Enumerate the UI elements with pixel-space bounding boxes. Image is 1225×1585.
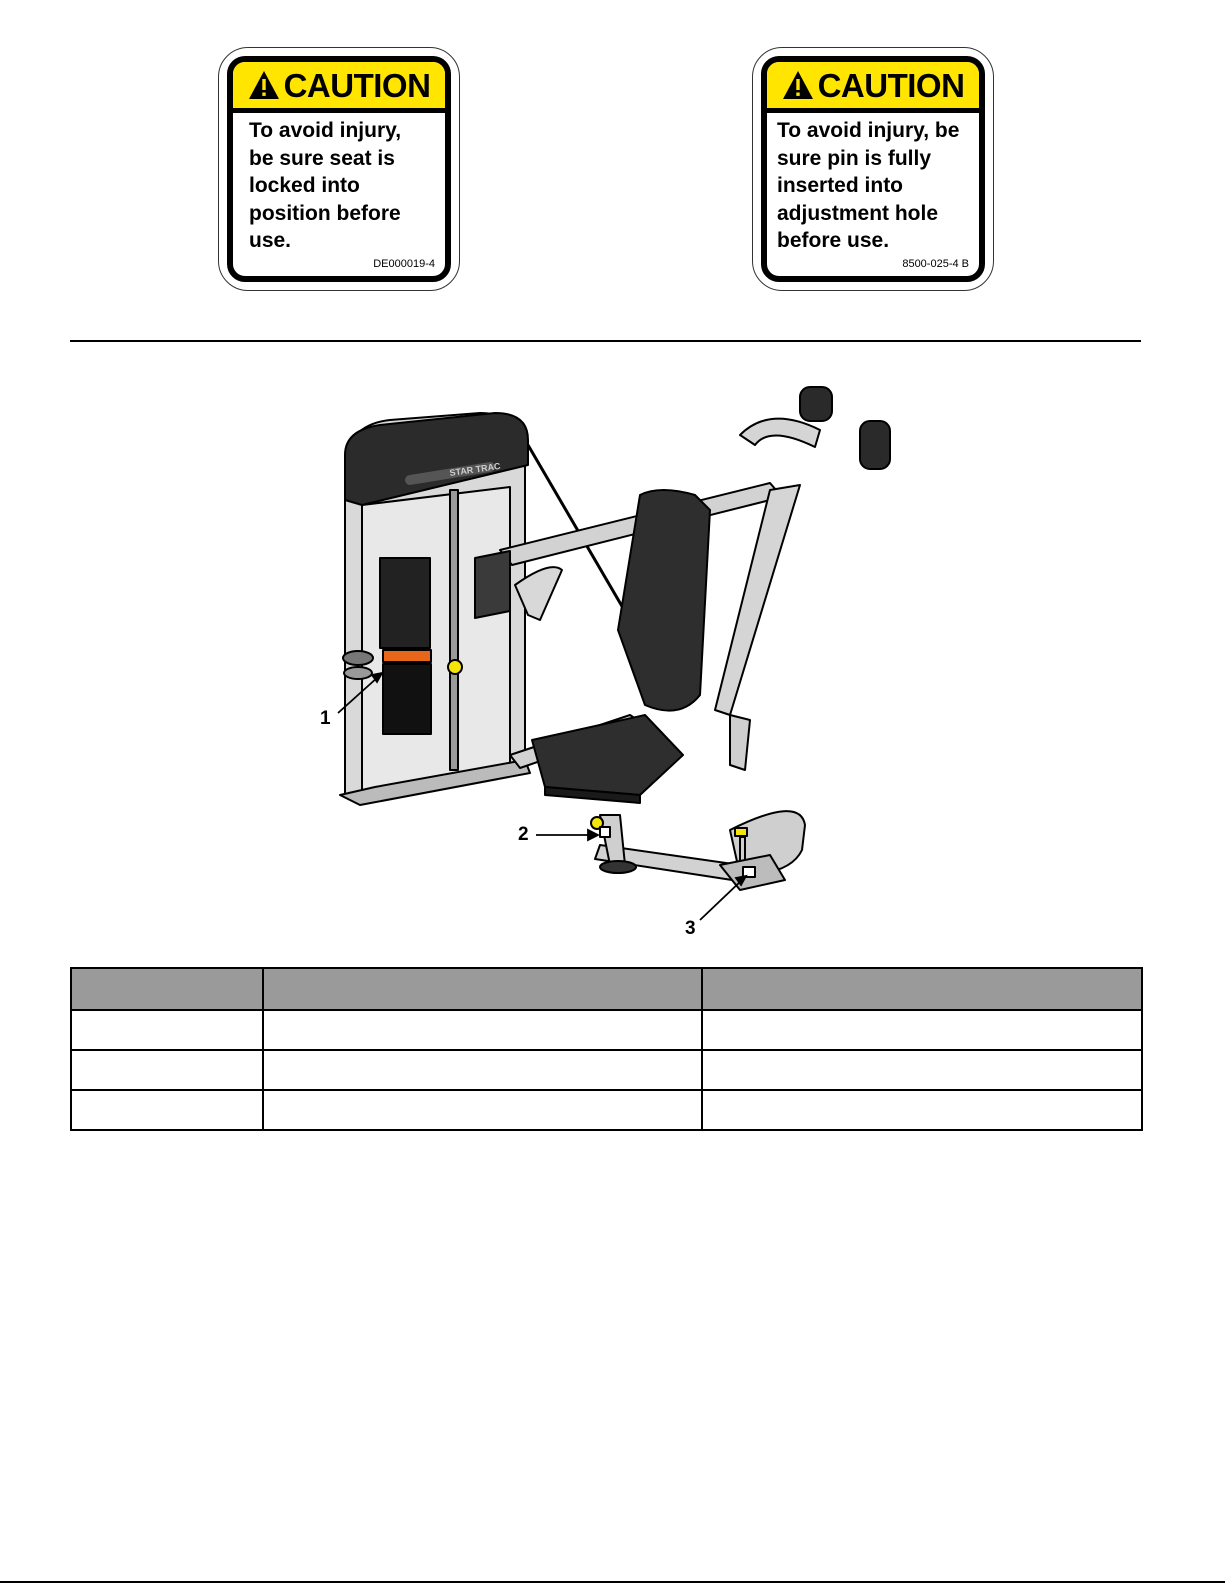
warning-triangle-icon — [782, 70, 814, 100]
caution-line: use. — [249, 229, 292, 252]
table-header-cell — [71, 968, 263, 1010]
table-cell — [263, 1090, 702, 1130]
caution-line: adjustment hole — [777, 201, 939, 225]
label-part-number: DE000019-4 — [373, 258, 435, 270]
label-legend-table — [70, 967, 1143, 1131]
table-row — [71, 1050, 1142, 1090]
caution-label-frame — [227, 56, 451, 282]
table-cell — [71, 1010, 263, 1050]
table-cell — [263, 1050, 702, 1090]
caution-line: before use. — [777, 229, 890, 252]
callout-3: 3 — [685, 918, 696, 939]
table-cell — [263, 1010, 702, 1050]
caution-header — [233, 62, 445, 113]
table-cell — [71, 1050, 263, 1090]
caution-line: To avoid injury, be — [777, 119, 960, 142]
table-header-cell — [702, 968, 1142, 1010]
table-header-cell — [263, 968, 702, 1010]
table-header-row — [71, 968, 1142, 1010]
caution-message — [233, 113, 445, 255]
table-cell — [702, 1050, 1142, 1090]
caution-message — [767, 113, 979, 255]
table-row — [71, 1090, 1142, 1130]
table-cell — [702, 1090, 1142, 1130]
caution-line: position before — [249, 201, 401, 225]
section-divider — [70, 340, 1141, 342]
machine-illustration — [300, 375, 910, 950]
caution-heading: CAUTION — [283, 66, 431, 104]
caution-label-frame — [761, 56, 985, 282]
caution-label-seat — [218, 47, 460, 291]
table-cell — [71, 1090, 263, 1130]
table-cell — [702, 1010, 1142, 1050]
caution-line: inserted into — [777, 174, 904, 197]
caution-header — [767, 62, 979, 113]
caution-line: be sure seat is — [249, 146, 395, 170]
callout-1: 1 — [320, 708, 331, 729]
caution-line: To avoid injury, — [249, 119, 402, 142]
caution-line: locked into — [249, 174, 360, 197]
shoulder-press-machine — [300, 375, 910, 950]
caution-label-pin — [752, 47, 994, 291]
page-footer-rule — [0, 1581, 1225, 1583]
callout-2: 2 — [518, 824, 529, 845]
caution-heading: CAUTION — [817, 66, 965, 104]
label-part-number: 8500-025-4 B — [902, 258, 969, 270]
table-row — [71, 1010, 1142, 1050]
warning-triangle-icon — [248, 70, 280, 100]
caution-line: sure pin is fully — [777, 146, 932, 170]
brand-logo: STAR TRAC — [448, 460, 502, 478]
